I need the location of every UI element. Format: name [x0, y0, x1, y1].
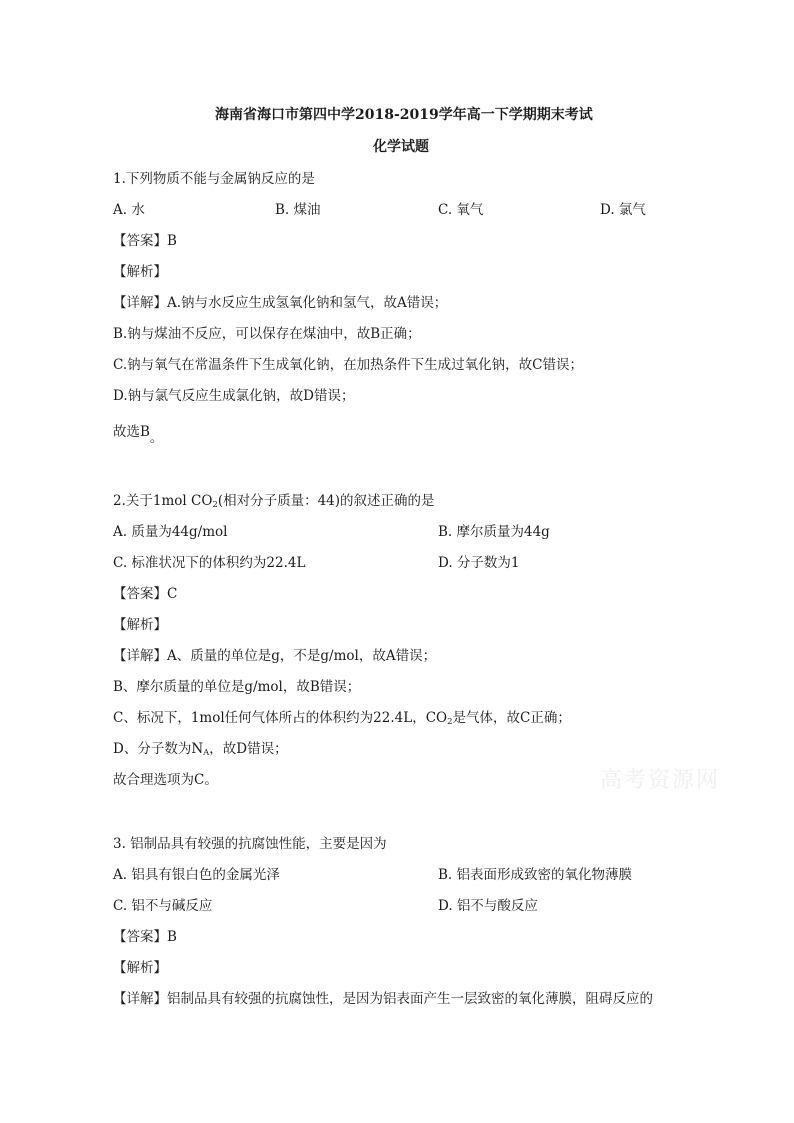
q3-option-d: D. 铝不与酸反应 — [438, 898, 538, 914]
q2-option-a: A. 质量为44g/mol — [113, 524, 228, 540]
q1-option-d: D. 氯气 — [600, 202, 646, 218]
q1-option-b: B. 煤油 — [275, 202, 321, 218]
watermark: 高考资源网 — [600, 768, 721, 793]
q3-detail: 【详解】铝制品具有较强的抗腐蚀性，是因为铝表面产生一层致密的氧化薄膜，阻碍反应的 — [113, 991, 653, 1007]
q1-detail-c: C.钠与氧气在常温条件下生成氧化钠，在加热条件下生成过氧化钠，故C错误； — [113, 357, 583, 373]
q1-conclusion-text: 故选B — [113, 424, 150, 440]
q1-stem: 1.下列物质不能与金属钠反应的是 — [113, 171, 315, 187]
q2-stem — [113, 489, 435, 510]
q1-option-c: C. 氧气 — [438, 202, 484, 218]
q3-answer: 【答案】B — [113, 929, 177, 945]
q1-conclusion — [113, 420, 164, 446]
q3-option-b: B. 铝表面形成致密的氧化物薄膜 — [438, 867, 633, 883]
exam-title: 海南省海口市第四中学2018-2019学年高一下学期期末考试 — [215, 107, 593, 123]
q1-detail-a: 【详解】A.钠与水反应生成氢氧化钠和氢气，故A错误； — [113, 295, 448, 311]
q2-answer: 【答案】C — [113, 586, 178, 602]
q2-detail-d-post: ，故D错误； — [209, 741, 288, 757]
q3-analysis-label: 【解析】 — [113, 960, 167, 976]
q2-detail-c-post: 是气体，故C正确； — [452, 710, 571, 726]
q2-option-d: D. 分子数为1 — [438, 555, 520, 571]
q2-detail-d — [113, 737, 288, 758]
q2-analysis-label: 【解析】 — [113, 617, 167, 633]
q1-detail-d: D.钠与氯气反应生成氯化钠，故D错误； — [113, 388, 355, 404]
q2-stem-sub: 2 — [212, 500, 218, 510]
q2-detail-c-pre: C、标况下，1mol任何气体所占的体积约为22.4L，CO — [113, 710, 448, 726]
q3-option-a: A. 铝具有银白色的金属光泽 — [113, 867, 280, 883]
q2-stem-post: (相对分子质量：44)的叙述正确的是 — [217, 493, 435, 509]
q1-conclusion-mark: 。 — [149, 430, 164, 446]
q2-conclusion: 故合理选项为C。 — [113, 772, 218, 788]
q2-option-c: C. 标准状况下的体积约为22.4L — [113, 555, 306, 571]
q1-answer: 【答案】B — [113, 233, 177, 249]
exam-subtitle: 化学试题 — [373, 139, 429, 155]
q1-analysis-label: 【解析】 — [113, 264, 167, 280]
q2-detail-d-sub: A — [203, 748, 210, 758]
q3-stem: 3. 铝制品具有较强的抗腐蚀性能，主要是因为 — [113, 836, 387, 852]
q2-option-b: B. 摩尔质量为44g — [438, 524, 550, 540]
q1-detail-b: B.钠与煤油不反应，可以保存在煤油中，故B正确； — [113, 326, 421, 342]
q2-detail-c-sub: 2 — [447, 717, 453, 727]
q1-option-a: A. 水 — [113, 202, 145, 218]
q2-detail-d-pre: D、分子数为N — [113, 741, 204, 757]
q2-stem-pre: 2.关于1mol CO — [113, 493, 213, 509]
q2-detail-b: B、摩尔质量的单位是g/mol，故B错误； — [113, 679, 361, 695]
q2-detail-a: 【详解】A、质量的单位是g，不是g/mol，故A错误； — [113, 648, 437, 664]
q2-detail-c — [113, 706, 571, 727]
q3-option-c: C. 铝不与碱反应 — [113, 898, 213, 914]
